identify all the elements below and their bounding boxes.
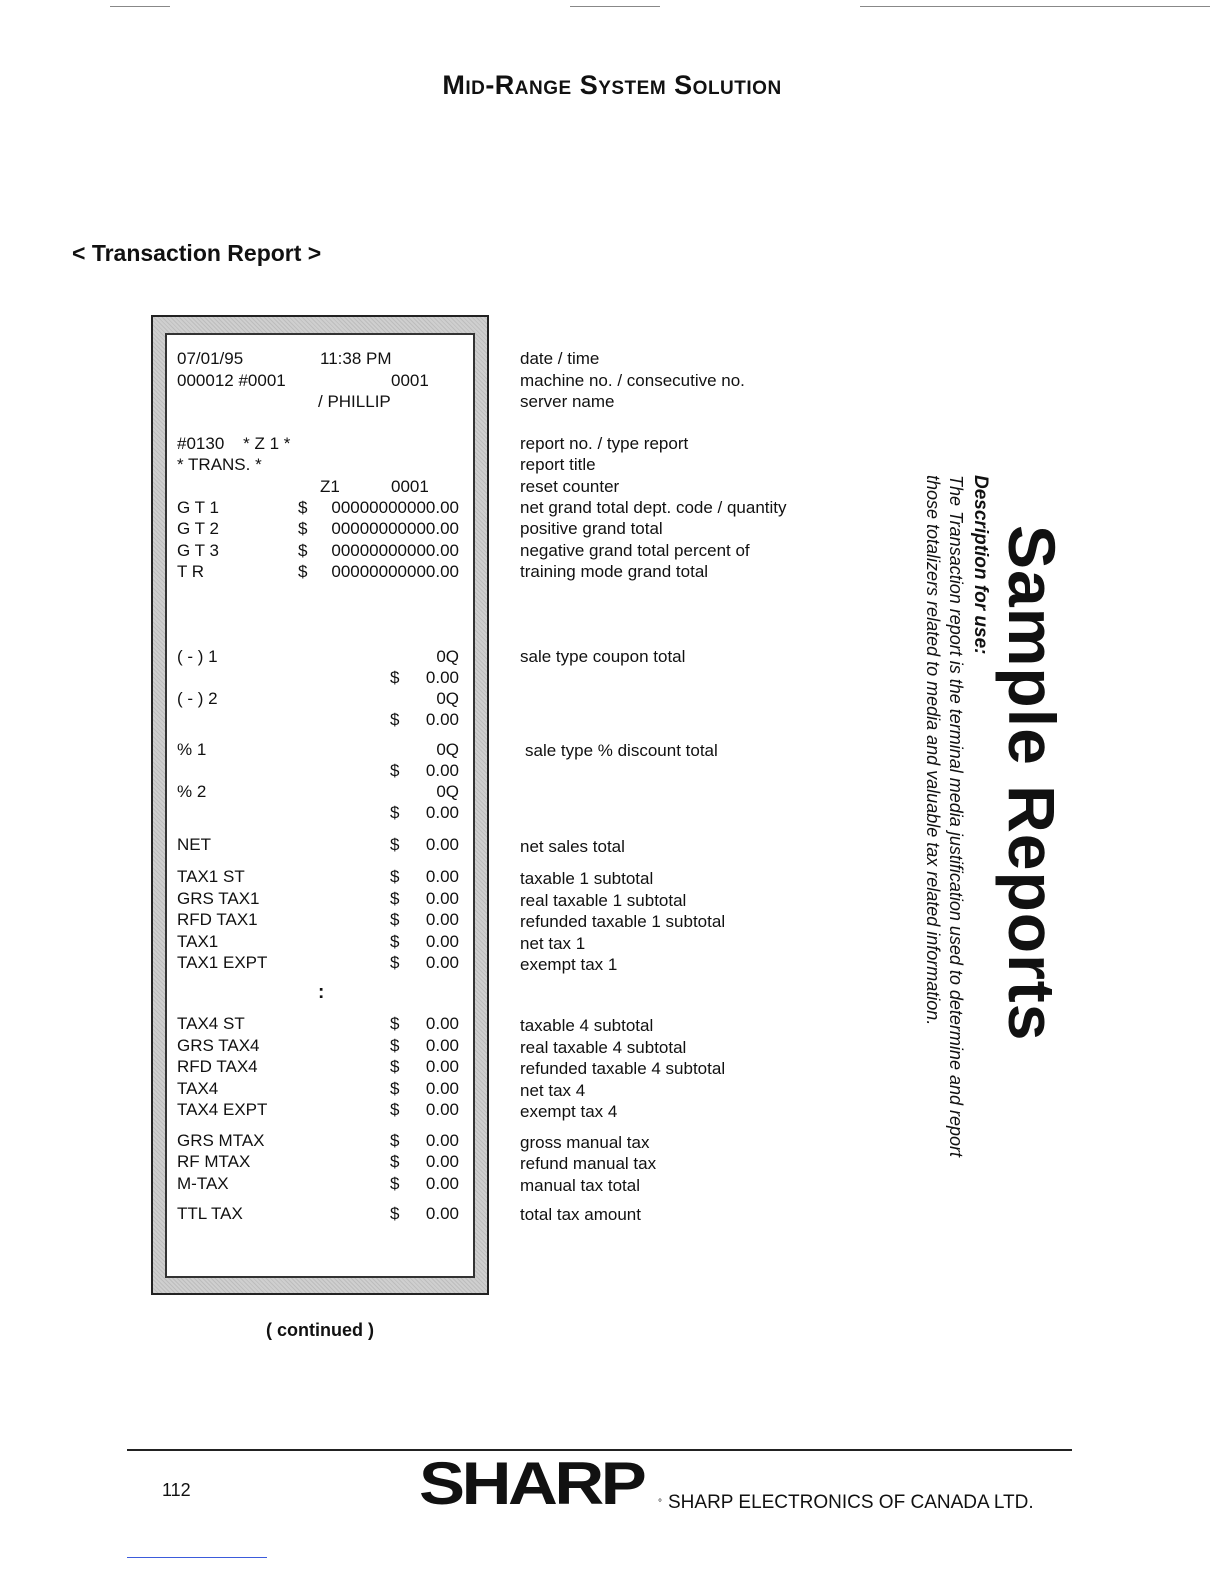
desc-gt2: positive grand total [520, 519, 663, 538]
receipt-coupon-amount: 0.00 [425, 710, 459, 729]
receipt-ttl-tax-row [177, 1203, 467, 1225]
receipt-mtax-row-2 [177, 1151, 467, 1173]
receipt-tax4-row-4 [177, 1078, 467, 1100]
receipt-coupon-label: ( - ) 1 [177, 647, 218, 666]
receipt-gt-row-4-value: 00000000000.00 [331, 562, 459, 581]
receipt-report-name-row [177, 454, 467, 476]
receipt-tax4-row-5-dollar: $ [390, 1100, 400, 1119]
receipt-gt-row-3 [177, 540, 467, 562]
receipt-machine-row [177, 370, 467, 392]
receipt-server-row [177, 391, 467, 413]
desc-report-no: report no. / type report [520, 434, 689, 453]
desc-tax1-1: taxable 1 subtotal [520, 869, 654, 888]
receipt-report-name: * TRANS. * [177, 455, 262, 474]
receipt-tax4-row-3-label: RFD TAX4 [177, 1057, 258, 1076]
receipt-tax1-row-3-label: RFD TAX1 [177, 910, 258, 929]
desc-discount: sale type % discount total [525, 741, 718, 760]
receipt-coupon-qty: 0Q [436, 782, 459, 801]
receipt-tax4-row-1-dollar: $ [390, 1014, 400, 1033]
receipt-coupon-label: % 2 [177, 782, 207, 801]
receipt-mtax-row-3-amount: 0.00 [425, 1174, 459, 1193]
receipt-coupon-amount: 0.00 [425, 668, 459, 687]
receipt-coupon-label: ( - ) 2 [177, 689, 218, 708]
receipt-mtax-row-1-amount: 0.00 [425, 1131, 459, 1150]
receipt-gt-row-1-label: G T 1 [177, 498, 219, 517]
receipt-datetime-row [177, 348, 467, 370]
receipt-coupon-dollar: $ [390, 710, 400, 729]
receipt-time: 11:38 PM [320, 349, 392, 368]
desc-tax4-3: refunded taxable 4 subtotal [520, 1059, 726, 1078]
receipt-net-dollar: $ [390, 835, 400, 854]
receipt-coupon-row-3 [177, 739, 467, 761]
receipt-ttl-tax-amount: 0.00 [425, 1204, 459, 1223]
top-rule-right [860, 6, 1210, 7]
receipt-coupon-amount-row-4 [177, 802, 467, 824]
receipt-coupon-dollar: $ [390, 761, 400, 780]
receipt-tax1-row-2-label: GRS TAX1 [177, 889, 260, 908]
desc-tax1-2: real taxable 1 subtotal [520, 891, 687, 910]
receipt-tax4-row-2-dollar: $ [390, 1036, 400, 1055]
desc-server: server name [520, 392, 615, 411]
side-panel [915, 475, 1069, 1235]
receipt-net-amount: 0.00 [425, 835, 459, 854]
receipt-tax1-row-2-dollar: $ [390, 889, 400, 908]
desc-reset: reset counter [520, 477, 620, 496]
receipt-tax1-row-1-dollar: $ [390, 867, 400, 886]
receipt-tax4-row-3 [177, 1056, 467, 1078]
desc-tax1-4: net tax 1 [520, 934, 586, 953]
desc-tr: training mode grand total [520, 562, 709, 581]
description-body [921, 475, 967, 1157]
receipt-tax4-row-2-label: GRS TAX4 [177, 1036, 260, 1055]
bottom-blue-rule [127, 1557, 267, 1558]
receipt-tax1-row-5-dollar: $ [390, 953, 400, 972]
receipt-gt-row-4-label: T R [177, 562, 205, 581]
receipt-ellipsis: : [318, 982, 325, 1003]
receipt-mtax-row-3-label: M-TAX [177, 1174, 229, 1193]
desc-mtax-3: manual tax total [520, 1176, 641, 1195]
receipt-coupon-row-4 [177, 781, 467, 803]
receipt-coupon-amount-row-2 [177, 709, 467, 731]
receipt-reset-row [177, 476, 467, 498]
receipt-tax1-row-4 [177, 931, 467, 953]
receipt-coupon-amount: 0.00 [425, 761, 459, 780]
desc-ttl-tax: total tax amount [520, 1205, 641, 1224]
desc-tax1-5: exempt tax 1 [520, 955, 618, 974]
desc-gt1: net grand total dept. code / quantity [520, 498, 787, 517]
receipt-tax4-row-2 [177, 1035, 467, 1057]
desc-tax4-1: taxable 4 subtotal [520, 1016, 654, 1035]
page-header-title: Mid-Range System Solution [442, 70, 782, 100]
receipt-reset-label: Z1 [320, 477, 340, 496]
receipt-tax4-row-1-amount: 0.00 [425, 1014, 459, 1033]
receipt-tax4-row-5-amount: 0.00 [425, 1100, 459, 1119]
receipt-gt-row-4-dollar: $ [298, 562, 308, 581]
receipt-gt-row-2-label: G T 2 [177, 519, 219, 538]
receipt-coupon-amount-row-3 [177, 760, 467, 782]
logo-mark: ° [658, 1498, 662, 1509]
receipt-machine: 000012 #0001 [177, 371, 286, 390]
report-title: < Transaction Report > [72, 240, 322, 266]
receipt-coupon-amount: 0.00 [425, 803, 459, 822]
desc-tax4-5: exempt tax 4 [520, 1102, 618, 1121]
receipt-tax1-row-2 [177, 888, 467, 910]
receipt-tax4-row-3-dollar: $ [390, 1057, 400, 1076]
receipt-gt-row-1-dollar: $ [298, 498, 308, 517]
receipt-server: / PHILLIP [318, 392, 391, 411]
receipt-gt-row-1-value: 00000000000.00 [331, 498, 459, 517]
receipt-tax4-row-4-label: TAX4 [177, 1079, 219, 1098]
receipt-gt-row-3-value: 00000000000.00 [331, 541, 459, 560]
receipt-gt-row-1 [177, 497, 467, 519]
top-rule-left [110, 6, 170, 7]
receipt-coupon-qty: 0Q [436, 689, 459, 708]
receipt-coupon-qty: 0Q [436, 740, 459, 759]
desc-coupon: sale type coupon total [520, 647, 686, 666]
receipt-tax1-row-1 [177, 866, 467, 888]
top-rule-mid [570, 6, 660, 7]
receipt-tax1-row-1-label: TAX1 ST [177, 867, 245, 886]
receipt-tax1-row-4-dollar: $ [390, 932, 400, 951]
receipt-gt-row-2 [177, 518, 467, 540]
receipt-tax1-row-3-dollar: $ [390, 910, 400, 929]
desc-mtax-1: gross manual tax [520, 1133, 650, 1152]
receipt-tax4-row-2-amount: 0.00 [425, 1036, 459, 1055]
receipt-gt-row-2-dollar: $ [298, 519, 308, 538]
desc-machine: machine no. / consecutive no. [520, 371, 745, 390]
receipt-mtax-row-3 [177, 1173, 467, 1195]
receipt-date: 07/01/95 [177, 349, 244, 368]
receipt-mtax-row-1-label: GRS MTAX [177, 1131, 265, 1150]
description-line-1: The Transaction report is the terminal media justification used to determine and report [946, 475, 966, 1158]
receipt-gt-row-4 [177, 561, 467, 583]
receipt-tax1-row-5-label: TAX1 EXPT [177, 953, 268, 972]
desc-tax4-2: real taxable 4 subtotal [520, 1038, 687, 1057]
sample-reports-title: Sample Reports [995, 525, 1069, 1042]
receipt-tax4-row-4-dollar: $ [390, 1079, 400, 1098]
receipt-mtax-row-1 [177, 1130, 467, 1152]
desc-net: net sales total [520, 837, 625, 856]
receipt-ttl-tax-label: TTL TAX [177, 1204, 243, 1223]
desc-tax1-3: refunded taxable 1 subtotal [520, 912, 726, 931]
desc-gt3: negative grand total percent of [520, 541, 750, 560]
receipt-tax1-row-1-amount: 0.00 [425, 867, 459, 886]
receipt-mtax-row-1-dollar: $ [390, 1131, 400, 1150]
receipt-mtax-row-2-dollar: $ [390, 1152, 400, 1171]
desc-tax4-4: net tax 4 [520, 1081, 586, 1100]
desc-report-title: report title [520, 455, 596, 474]
receipt-tax1-row-2-amount: 0.00 [425, 889, 459, 908]
receipt-net-label: NET [177, 835, 211, 854]
receipt-tax1-row-3-amount: 0.00 [425, 910, 459, 929]
receipt-net-row [177, 834, 467, 856]
receipt-coupon-row-2 [177, 688, 467, 710]
receipt-report-no: #0130 * Z 1 * [177, 434, 291, 453]
receipt-tax1-row-4-amount: 0.00 [425, 932, 459, 951]
receipt-mtax-row-2-label: RF MTAX [177, 1152, 251, 1171]
description-title: Description for use: [970, 475, 991, 655]
receipt-tax4-row-4-amount: 0.00 [425, 1079, 459, 1098]
receipt-gt-row-2-value: 00000000000.00 [331, 519, 459, 538]
receipt-tax4-row-3-amount: 0.00 [425, 1057, 459, 1076]
receipt-coupon-amount-row-1 [177, 667, 467, 689]
receipt-coupon-label: % 1 [177, 740, 207, 759]
receipt-coupon-qty: 0Q [436, 647, 459, 666]
receipt-tax1-row-3 [177, 909, 467, 931]
sharp-logo: SHARP [419, 1450, 644, 1517]
receipt-ttl-tax-dollar: $ [390, 1204, 400, 1223]
receipt-consec: 0001 [391, 371, 429, 390]
continued-label: ( continued ) [266, 1320, 374, 1340]
receipt-tax1-row-4-label: TAX1 [177, 932, 219, 951]
receipt-gt-row-3-label: G T 3 [177, 541, 219, 560]
receipt-reset-value: 0001 [391, 477, 429, 496]
receipt-coupon-dollar: $ [390, 668, 400, 687]
page-number: 112 [162, 1480, 191, 1500]
receipt-mtax-row-2-amount: 0.00 [425, 1152, 459, 1171]
receipt-coupon-dollar: $ [390, 803, 400, 822]
desc-date-time: date / time [520, 349, 600, 368]
receipt-tax4-row-5-label: TAX4 EXPT [177, 1100, 268, 1119]
receipt-coupon-row-1 [177, 646, 467, 668]
receipt-tax4-row-1-label: TAX4 ST [177, 1014, 245, 1033]
receipt-tax1-row-5 [177, 952, 467, 974]
receipt-gt-row-3-dollar: $ [298, 541, 308, 560]
receipt-mtax-row-3-dollar: $ [390, 1174, 400, 1193]
receipt-tax1-row-5-amount: 0.00 [425, 953, 459, 972]
receipt-tax4-row-5 [177, 1099, 467, 1121]
receipt-report-no-row [177, 433, 467, 455]
company-name: SHARP ELECTRONICS OF CANADA LTD. [668, 1492, 1034, 1513]
desc-mtax-2: refund manual tax [520, 1154, 657, 1173]
description-line-2: those totalizers related to media and valuable tax related information. [923, 475, 943, 1026]
receipt-tax4-row-1 [177, 1013, 467, 1035]
